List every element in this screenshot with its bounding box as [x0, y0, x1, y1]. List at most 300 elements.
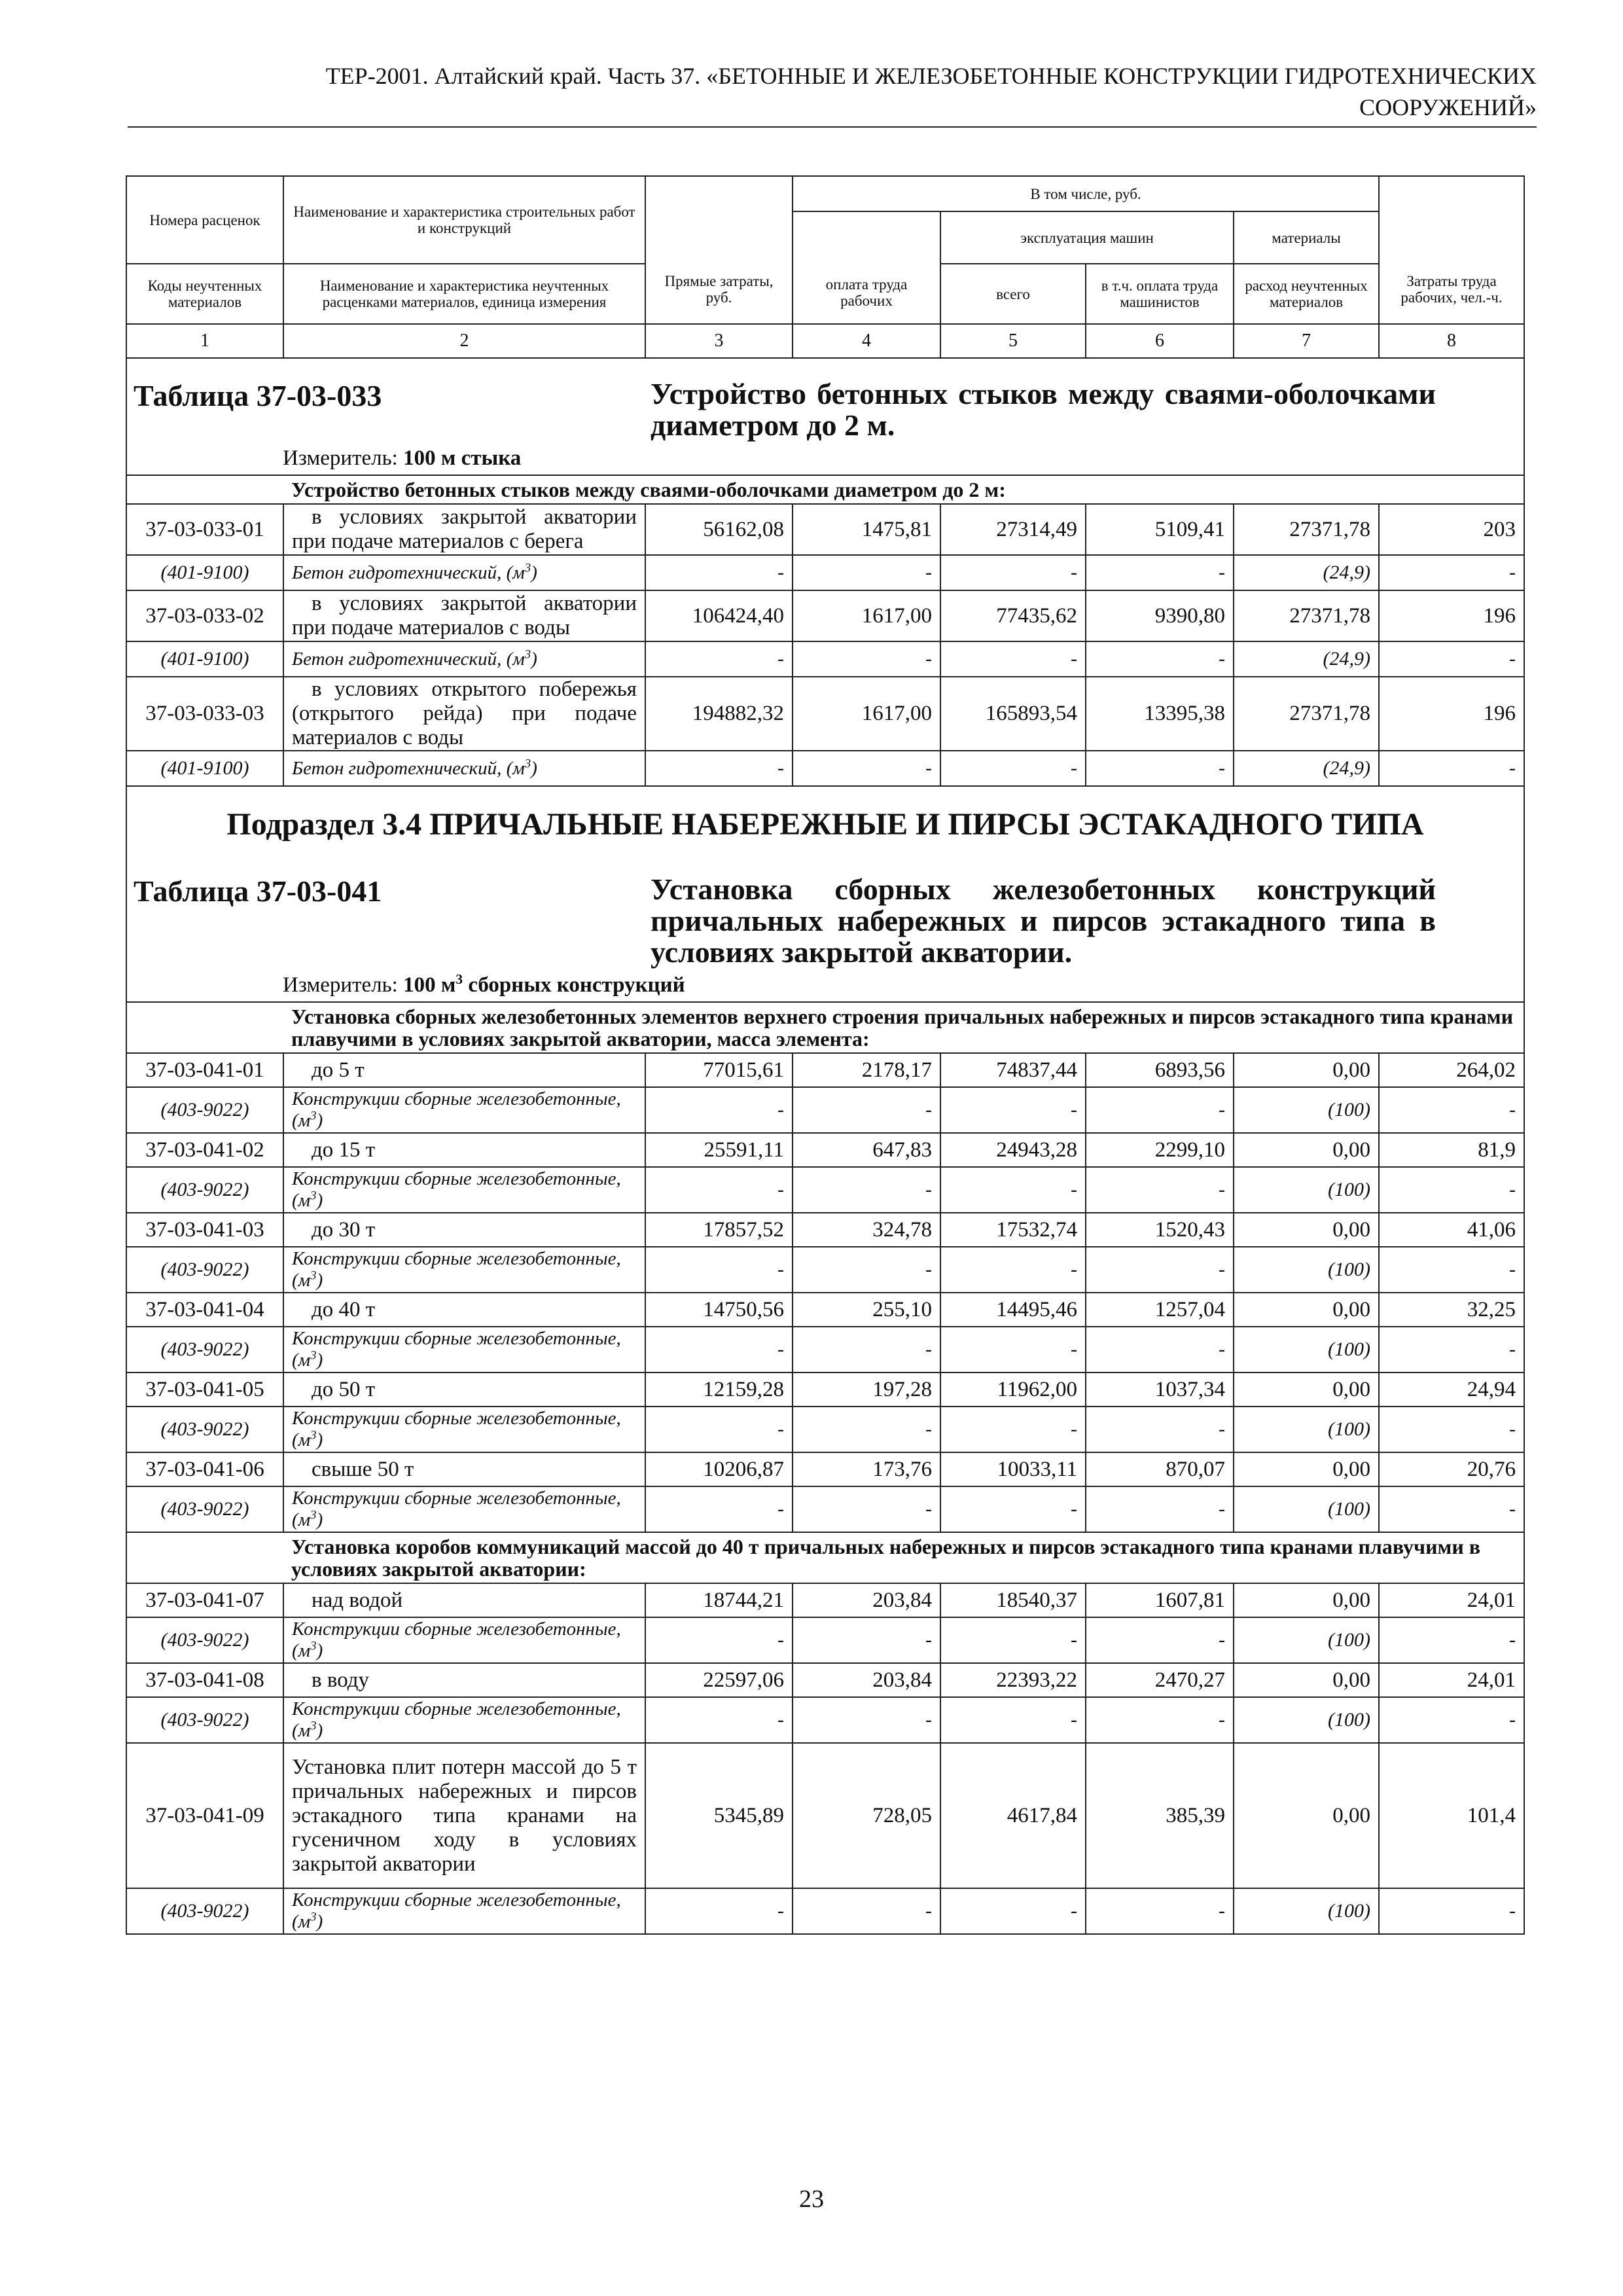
rate-value: 1617,00 — [793, 590, 940, 641]
resource-name — [283, 1486, 645, 1532]
resource-name-text: Конструкции сборные железобетонные, (м — [292, 1088, 621, 1131]
resource-value: - — [940, 1697, 1086, 1743]
resource-unit-power: 3 — [310, 1639, 317, 1653]
resource-value: - — [1086, 1327, 1234, 1372]
resource-value: - — [1086, 1087, 1234, 1133]
resource-code: (401-9100) — [126, 555, 283, 590]
rate-name — [283, 677, 645, 751]
rate-name-text: в условиях закрытой акватории при подаче материалов с воды — [292, 592, 637, 639]
rate-value: 5109,41 — [1086, 504, 1234, 555]
rate-value: 264,02 — [1379, 1053, 1524, 1087]
rate-value: 27371,78 — [1234, 677, 1379, 751]
rate-name-text: до 15 т — [312, 1138, 376, 1162]
resource-value: - — [793, 751, 940, 786]
col-unaccounted-names: Наименование и характеристика неучтенных расценками материалов, единица измерения — [283, 264, 645, 324]
measure-value-b: сборных конструкций — [463, 973, 685, 997]
rate-row — [126, 677, 1524, 751]
resource-value: - — [793, 641, 940, 677]
rate-row — [126, 1293, 1524, 1327]
group-heading — [283, 475, 1524, 504]
rate-value: 11962,00 — [940, 1372, 1086, 1407]
resource-value: - — [1379, 1087, 1524, 1133]
resource-unit-power: 3 — [310, 1348, 317, 1363]
resource-name — [283, 1617, 645, 1663]
rate-name — [283, 1133, 645, 1167]
rate-code: 37-03-041-02 — [126, 1133, 283, 1167]
table-title-row — [126, 358, 1524, 475]
header-row-1 — [126, 176, 1524, 211]
rate-value: 5345,89 — [645, 1743, 793, 1888]
rate-value: 27371,78 — [1234, 590, 1379, 641]
resource-value: - — [1086, 555, 1234, 590]
rate-name — [283, 590, 645, 641]
resource-value: - — [1086, 1407, 1234, 1452]
resource-value: (100) — [1234, 1167, 1379, 1213]
measure-value — [403, 973, 685, 997]
resource-code: (403-9022) — [126, 1167, 283, 1213]
table-title: Устройство бетонных стыков между сваями-оболочками диаметром до 2 м. — [651, 377, 1436, 442]
group-heading-text: Установка коробов коммуникаций массой до 40 т причальных набережных и пирсов эстакадного типа кранами плавучими в условиях закрытой акватории: — [291, 1535, 1481, 1581]
rate-value: 324,78 — [793, 1213, 940, 1247]
resource-name-end: ) — [316, 1640, 323, 1661]
rate-value: 81,9 — [1379, 1133, 1524, 1167]
rate-value: 194882,32 — [645, 677, 793, 751]
resource-value: - — [940, 1247, 1086, 1293]
rate-name — [283, 1743, 645, 1888]
resource-row — [126, 1327, 1524, 1372]
rate-value: 1475,81 — [793, 504, 940, 555]
rate-value: 2470,27 — [1086, 1663, 1234, 1697]
resource-unit-power: 3 — [310, 1719, 317, 1733]
rate-code: 37-03-033-03 — [126, 677, 283, 751]
rate-value: 77435,62 — [940, 590, 1086, 641]
rate-code: 37-03-041-04 — [126, 1293, 283, 1327]
rate-code: 37-03-041-07 — [126, 1583, 283, 1617]
resource-name-end: ) — [316, 1190, 323, 1211]
rate-row — [126, 1583, 1524, 1617]
resource-value: - — [940, 1087, 1086, 1133]
rate-code: 37-03-041-08 — [126, 1663, 283, 1697]
measure-unit — [127, 441, 1524, 475]
rate-value: 10033,11 — [940, 1452, 1086, 1486]
resource-value: - — [1086, 1888, 1234, 1934]
table-label: Таблица 37-03-041 — [134, 874, 382, 908]
col-direct-costs-label: Прямые затраты, руб. — [664, 273, 774, 306]
resource-value: - — [645, 1247, 793, 1293]
rate-code: 37-03-041-06 — [126, 1452, 283, 1486]
rate-value: 203 — [1379, 504, 1524, 555]
rate-value: 0,00 — [1234, 1213, 1379, 1247]
col-materials: материалы — [1234, 211, 1379, 264]
rate-row — [126, 1663, 1524, 1697]
resource-name — [283, 1407, 645, 1452]
rate-row — [126, 1133, 1524, 1167]
resource-value: - — [1379, 751, 1524, 786]
group-heading-text: Устройство бетонных стыков между сваями-оболочками диаметром до 2 м: — [291, 478, 1006, 501]
rate-value: 14495,46 — [940, 1293, 1086, 1327]
rate-name-text: над водой — [312, 1588, 403, 1612]
resource-name-end: ) — [316, 1720, 323, 1741]
resource-unit-power: 3 — [310, 1428, 317, 1443]
header-rule — [128, 126, 1537, 128]
rate-name — [283, 504, 645, 555]
rate-value: 56162,08 — [645, 504, 793, 555]
resource-code: (403-9022) — [126, 1697, 283, 1743]
resource-name-end: ) — [316, 1270, 323, 1291]
col-number: 8 — [1379, 324, 1524, 358]
resource-value: - — [940, 555, 1086, 590]
resource-value: - — [1379, 1697, 1524, 1743]
rate-row — [126, 1053, 1524, 1087]
rate-name — [283, 1293, 645, 1327]
resource-row — [126, 1087, 1524, 1133]
rate-row — [126, 504, 1524, 555]
resource-value: - — [645, 751, 793, 786]
rate-name — [283, 1663, 645, 1697]
resource-value: (100) — [1234, 1247, 1379, 1293]
col-labor-costs — [1379, 176, 1524, 324]
rate-value: 1607,81 — [1086, 1583, 1234, 1617]
resource-value: - — [1086, 751, 1234, 786]
measure-prefix: Измеритель: — [283, 973, 398, 997]
rate-code: 37-03-041-09 — [126, 1743, 283, 1888]
resource-name-text: Бетон гидротехнический, (м — [292, 648, 525, 670]
resource-name-end: ) — [531, 562, 537, 583]
rate-value: 18744,21 — [645, 1583, 793, 1617]
column-numbers-row — [126, 324, 1524, 358]
rate-value: 1257,04 — [1086, 1293, 1234, 1327]
rate-value: 647,83 — [793, 1133, 940, 1167]
rate-value: 101,4 — [1379, 1743, 1524, 1888]
resource-value: - — [645, 1617, 793, 1663]
rate-value: 2299,10 — [1086, 1133, 1234, 1167]
rate-value: 196 — [1379, 677, 1524, 751]
resource-value: (100) — [1234, 1617, 1379, 1663]
rate-value: 17532,74 — [940, 1213, 1086, 1247]
resource-unit-power: 3 — [524, 647, 531, 661]
table-title: Установка сборных железобетонных конструкций причальных набережных и пирсов эстакадного типа в условиях закрытой акватории. — [651, 872, 1436, 969]
rate-value: 74837,44 — [940, 1053, 1086, 1087]
resource-value: - — [645, 555, 793, 590]
resource-code: (403-9022) — [126, 1247, 283, 1293]
resource-unit-power: 3 — [310, 1109, 317, 1123]
resource-name-text: Конструкции сборные железобетонные, (м — [292, 1168, 621, 1211]
rate-value: 0,00 — [1234, 1452, 1379, 1486]
resource-value: - — [1379, 1247, 1524, 1293]
resource-unit-power: 3 — [310, 1268, 317, 1283]
col-unaccounted-codes: Коды неучтенных материалов — [126, 264, 283, 324]
resource-row — [126, 1697, 1524, 1743]
rate-name-text: до 40 т — [312, 1297, 376, 1321]
rate-value: 203,84 — [793, 1583, 940, 1617]
resource-name — [283, 555, 645, 590]
resource-code: (403-9022) — [126, 1327, 283, 1372]
rate-value: 18540,37 — [940, 1583, 1086, 1617]
resource-value: - — [1086, 1617, 1234, 1663]
resource-name-text: Конструкции сборные железобетонные, (м — [292, 1698, 621, 1741]
rate-value: 24,01 — [1379, 1583, 1524, 1617]
rate-row — [126, 1213, 1524, 1247]
resource-name — [283, 1327, 645, 1372]
resource-value: - — [1379, 1486, 1524, 1532]
rate-value: 0,00 — [1234, 1743, 1379, 1888]
resource-value: - — [1379, 555, 1524, 590]
col-unaccounted-consumption: расход неучтенных материалов — [1234, 264, 1379, 324]
rate-name — [283, 1372, 645, 1407]
table-title-block — [127, 842, 1524, 968]
rate-value: 9390,80 — [1086, 590, 1234, 641]
resource-value: - — [940, 1617, 1086, 1663]
rate-value: 17857,52 — [645, 1213, 793, 1247]
rate-value: 197,28 — [793, 1372, 940, 1407]
resource-value: - — [645, 1888, 793, 1934]
rate-name-text: в условиях открытого побережья (открытого рейда) при подаче материалов с воды — [292, 677, 637, 749]
group-heading-row — [126, 1002, 1524, 1053]
resource-value: - — [645, 641, 793, 677]
rate-name-text: Установка плит потерн массой до 5 т причальных набережных и пирсов эстакадного типа кранами на гусеничном ходу в условиях закрытой акватории — [292, 1755, 637, 1876]
rate-code: 37-03-041-03 — [126, 1213, 283, 1247]
resource-name-text: Бетон гидротехнический, (м — [292, 562, 525, 583]
rate-value: 22393,22 — [940, 1663, 1086, 1697]
header-line-2: СООРУЖЕНИЙ» — [1359, 94, 1537, 120]
resource-name — [283, 751, 645, 786]
resource-name-text: Конструкции сборные железобетонные, (м — [292, 1619, 621, 1661]
group-heading-text: Установка сборных железобетонных элементов верхнего строения причальных набережных и пирсов эстакадного типа кранами плавучими в условиях закрытой акватории, масса элемента: — [291, 1005, 1514, 1050]
resource-value: (100) — [1234, 1327, 1379, 1372]
rate-value: 165893,54 — [940, 677, 1086, 751]
rate-value: 6893,56 — [1086, 1053, 1234, 1087]
resource-value: (24,9) — [1234, 555, 1379, 590]
rate-value: 13395,38 — [1086, 677, 1234, 751]
resource-code: (403-9022) — [126, 1407, 283, 1452]
resource-value: - — [645, 1167, 793, 1213]
rate-value: 0,00 — [1234, 1293, 1379, 1327]
resource-value: - — [1379, 1617, 1524, 1663]
resource-value: - — [940, 1486, 1086, 1532]
col-rate-numbers: Номера расценок — [126, 176, 283, 264]
resource-name-text: Конструкции сборные железобетонные, (м — [292, 1408, 621, 1450]
rate-value: 27314,49 — [940, 504, 1086, 555]
resource-name — [283, 1888, 645, 1934]
resource-code: (401-9100) — [126, 751, 283, 786]
resource-value: - — [645, 1087, 793, 1133]
resource-value: - — [1379, 1327, 1524, 1372]
resource-name-end: ) — [316, 1509, 323, 1530]
resource-unit-power: 3 — [310, 1189, 317, 1203]
rate-value: 385,39 — [1086, 1743, 1234, 1888]
rate-value: 106424,40 — [645, 590, 793, 641]
rate-value: 24,01 — [1379, 1663, 1524, 1697]
rate-value: 0,00 — [1234, 1372, 1379, 1407]
resource-value: - — [1086, 1167, 1234, 1213]
rate-code: 37-03-041-05 — [126, 1372, 283, 1407]
resource-unit-power: 3 — [310, 1910, 317, 1924]
rate-code: 37-03-033-02 — [126, 590, 283, 641]
rate-name — [283, 1213, 645, 1247]
group-heading-row — [126, 475, 1524, 504]
resource-name — [283, 1697, 645, 1743]
resource-value: - — [940, 751, 1086, 786]
resource-value: - — [1086, 1247, 1234, 1293]
header-line-1: ТЕР-2001. Алтайский край. Часть 37. «БЕТОННЫЕ И ЖЕЛЕЗОБЕТОННЫЕ КОНСТРУКЦИИ ГИДРОТЕХНИЧЕСКИХ — [325, 63, 1537, 89]
resource-unit-power: 3 — [524, 560, 531, 575]
resource-value: - — [793, 555, 940, 590]
table-title-block — [127, 359, 1524, 441]
resource-value: - — [1379, 1407, 1524, 1452]
resource-value: - — [940, 1407, 1086, 1452]
measure-unit — [127, 968, 1524, 1001]
rate-value: 22597,06 — [645, 1663, 793, 1697]
rate-code: 37-03-041-01 — [126, 1053, 283, 1087]
group-heading — [283, 1002, 1524, 1053]
rate-name-text: до 50 т — [312, 1377, 376, 1401]
group-heading — [283, 1532, 1524, 1583]
col-labor-costs-label: Затраты труда рабочих, чел.-ч. — [1400, 273, 1503, 306]
rate-value: 0,00 — [1234, 1663, 1379, 1697]
rate-value: 0,00 — [1234, 1133, 1379, 1167]
resource-value: - — [645, 1697, 793, 1743]
col-incl-operators: в т.ч. оплата труда машинистов — [1086, 264, 1234, 324]
col-machine-total: всего — [940, 264, 1086, 324]
resource-name — [283, 1247, 645, 1293]
section-title-cell — [126, 786, 1524, 1002]
resource-name-text: Конструкции сборные железобетонные, (м — [292, 1328, 621, 1371]
resource-code: (401-9100) — [126, 641, 283, 677]
resource-name — [283, 1087, 645, 1133]
rate-row — [126, 590, 1524, 641]
resource-name-text: Бетон гидротехнический, (м — [292, 757, 525, 779]
resource-value: - — [1379, 1167, 1524, 1213]
rate-value: 1617,00 — [793, 677, 940, 751]
rate-value: 14750,56 — [645, 1293, 793, 1327]
resource-code: (403-9022) — [126, 1617, 283, 1663]
resource-row — [126, 555, 1524, 590]
resource-value: - — [940, 1167, 1086, 1213]
col-direct-costs — [645, 176, 793, 324]
col-number: 1 — [126, 324, 283, 358]
resource-name-end: ) — [531, 648, 537, 670]
col-name-work: Наименование и характеристика строительных работ и конструкций — [283, 176, 645, 264]
resource-row — [126, 641, 1524, 677]
rate-value: 4617,84 — [940, 1743, 1086, 1888]
measure-value-a: 100 м — [403, 973, 456, 997]
rate-value: 41,06 — [1379, 1213, 1524, 1247]
rate-value: 1037,34 — [1086, 1372, 1234, 1407]
measure-power: 3 — [455, 971, 463, 987]
resource-value: - — [940, 641, 1086, 677]
resource-value: (100) — [1234, 1697, 1379, 1743]
resource-value: - — [645, 1327, 793, 1372]
measure-prefix: Измеритель: — [283, 446, 398, 470]
resource-value: - — [940, 1888, 1086, 1934]
resource-value: (100) — [1234, 1888, 1379, 1934]
resource-value: - — [793, 1697, 940, 1743]
resource-value: (100) — [1234, 1407, 1379, 1452]
resource-name-end: ) — [316, 1911, 323, 1932]
resource-row — [126, 1617, 1524, 1663]
resource-value: (100) — [1234, 1486, 1379, 1532]
resource-value: - — [793, 1486, 940, 1532]
col-including: В том числе, руб. — [793, 176, 1379, 211]
resource-row — [126, 1167, 1524, 1213]
rate-name-text: в воду — [312, 1668, 370, 1692]
rate-value: 2178,17 — [793, 1053, 940, 1087]
rate-value: 10206,87 — [645, 1452, 793, 1486]
col-number: 7 — [1234, 324, 1379, 358]
resource-code: (403-9022) — [126, 1087, 283, 1133]
rate-value: 32,25 — [1379, 1293, 1524, 1327]
rate-name-text: до 30 т — [312, 1217, 376, 1242]
rate-name — [283, 1452, 645, 1486]
section-title-row — [126, 786, 1524, 1002]
resource-value: - — [940, 1327, 1086, 1372]
col-labor-pay-label: оплата труда рабочих — [825, 276, 908, 309]
col-number: 2 — [283, 324, 645, 358]
resource-value: - — [793, 1617, 940, 1663]
rate-row — [126, 1372, 1524, 1407]
resource-value: - — [1379, 641, 1524, 677]
resource-name-text: Конструкции сборные железобетонные, (м — [292, 1248, 621, 1291]
resource-value: - — [793, 1167, 940, 1213]
table-label: Таблица 37-03-033 — [134, 379, 382, 412]
group-heading-spacer — [126, 1002, 283, 1053]
resource-row — [126, 1247, 1524, 1293]
resource-name-end: ) — [316, 1350, 323, 1371]
rate-value: 0,00 — [1234, 1583, 1379, 1617]
resource-name — [283, 1167, 645, 1213]
col-labor-pay — [793, 211, 940, 324]
rate-value: 728,05 — [793, 1743, 940, 1888]
rate-value: 203,84 — [793, 1663, 940, 1697]
resource-value: - — [793, 1327, 940, 1372]
resource-row — [126, 1407, 1524, 1452]
section-title: Подраздел 3.4 ПРИЧАЛЬНЫЕ НАБЕРЕЖНЫЕ И ПИРСЫ ЭСТАКАДНОГО ТИПА — [226, 807, 1424, 842]
resource-unit-power: 3 — [310, 1508, 317, 1522]
resource-value: - — [793, 1888, 940, 1934]
resource-value: - — [793, 1087, 940, 1133]
rate-value: 12159,28 — [645, 1372, 793, 1407]
resource-unit-power: 3 — [524, 756, 531, 770]
rate-value: 1520,43 — [1086, 1213, 1234, 1247]
resource-row — [126, 1888, 1524, 1934]
table-title-cell — [126, 358, 1524, 475]
resource-value: - — [1086, 641, 1234, 677]
resource-value: (24,9) — [1234, 641, 1379, 677]
rate-value: 870,07 — [1086, 1452, 1234, 1486]
resource-name-end: ) — [316, 1429, 323, 1450]
resource-row — [126, 1486, 1524, 1532]
resource-name-end: ) — [531, 757, 537, 779]
resource-value: (24,9) — [1234, 751, 1379, 786]
resource-name-text: Конструкции сборные железобетонные, (м — [292, 1488, 621, 1530]
rate-value: 255,10 — [793, 1293, 940, 1327]
rate-value: 24943,28 — [940, 1133, 1086, 1167]
group-heading-row — [126, 1532, 1524, 1583]
resource-value: - — [1086, 1697, 1234, 1743]
running-header — [128, 60, 1537, 123]
col-machine-operation: эксплуатация машин — [940, 211, 1234, 264]
resource-code: (403-9022) — [126, 1486, 283, 1532]
rates-table — [126, 175, 1525, 1935]
rate-value: 77015,61 — [645, 1053, 793, 1087]
rate-value: 24,94 — [1379, 1372, 1524, 1407]
group-heading-spacer — [126, 475, 283, 504]
rate-value: 25591,11 — [645, 1133, 793, 1167]
rate-row — [126, 1452, 1524, 1486]
resource-value: - — [793, 1407, 940, 1452]
group-heading-spacer — [126, 1532, 283, 1583]
resource-name-end: ) — [316, 1110, 323, 1131]
